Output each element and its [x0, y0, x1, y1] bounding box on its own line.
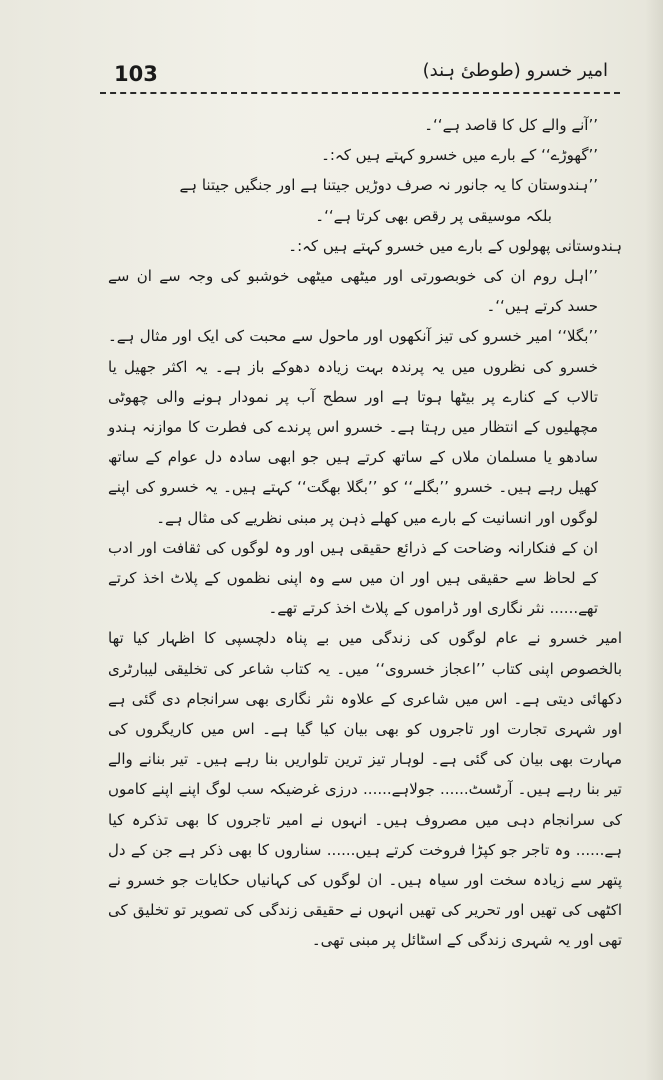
paragraph-flowers-intro: ہندوستانی پھولوں کے بارے میں خسرو کہتے ہیں کہ:۔ — [288, 236, 622, 255]
quote-line-1: ’’آنے والے کل کا قاصد ہے‘‘۔ — [424, 116, 598, 134]
quote-horse-line-2: بلکہ موسیقی پر رقص بھی کرتا ہے‘‘۔ — [315, 206, 552, 225]
paragraph-ijaz-khusravi: امیر خسرو نے عام لوگوں کی زندگی میں بے پناہ دلچسپی کا اظہار کیا تھا بالخصوص اپنی کتاب ’’اعجاز خسروی‘‘ میں۔ یہ کتاب شاعر کی تخلیقی لیبارٹری دکھائی دیتی ہے۔ اس میں شاعری کے علاوہ نثر نگاری بھی سرانجام دی گئی ہے اور شہری تجارت اور تاجروں کو بھی بیان کیا گیا ہے۔ اس میں کاریگروں کی مہارت بھی بیان کی گئی ہے۔ لوہار تیز ترین تلواریں بنا رہے ہیں۔ تیر بنانے والے تیر بنا رہے ہیں۔ آرٹسٹ...... جولاہے...... درزی غرضیکہ سب لوگ اپنے اپنے کاموں کی سرانجام دہی میں مصروف ہیں۔ انہوں نے امیر تاجروں کا بھی تذکرہ کیا ہے...... وہ تاجر جو کپڑا فروخت کرتے ہیں...... سناروں کا بھی ذکر ہے جن کے دل پتھر سے زیادہ سخت اور سیاہ ہیں۔ ان لوگوں کی کہانیاں حکایات جو خسرو نے اکٹھی کی تھیں اور تحریر کی تھیں انہوں نے حقیقی زندگی کی تصویر تو تخلیق کی تھی اور یہ شہری زندگی کے اسٹائل پر مبنی تھی۔ — [108, 629, 622, 950]
running-title: امیر خسرو (طوطیٔ ہند) — [422, 60, 608, 81]
paragraph-horse-intro: ’’گھوڑے‘‘ کے بارے میں خسرو کہتے ہیں کہ:۔ — [321, 146, 598, 165]
quote-flowers: ’’اہل روم ان کی خوبصورتی اور میٹھی میٹھی خوشبو کی وجہ سے ان سے حسد کرتے ہیں‘‘۔ — [108, 267, 598, 316]
quote-horse-line-1: ’’ہندوستان کا یہ جانور نہ صرف دوڑیں جیتنا ہے اور جنگیں جیتنا ہے — [179, 176, 598, 195]
page-header — [100, 60, 620, 94]
scan-edge-shadow — [645, 0, 663, 1080]
page-number: 103 — [114, 62, 158, 86]
header-rule — [100, 92, 620, 94]
page-body — [108, 110, 622, 956]
paragraph-artistic: ان کے فنکارانہ وضاحت کے ذرائع حقیقی ہیں اور وہ لوگوں کی ثقافت اور ادب کے لحاظ سے حقیقی ہیں اور ان میں سے وہ اپنی نظموں کے پلاٹ اخذ کرتے تھے...... نثر نگاری اور ڈراموں کے پلاٹ اخذ کرتے تھے۔ — [108, 538, 598, 618]
paragraph-heron: ’’بگلا‘‘ امیر خسرو کی تیز آنکھوں اور ماحول سے محبت کی ایک اور مثال ہے۔ خسرو کی نظروں میں یہ پرندہ بہت زیادہ دھوکے باز ہے۔ یہ اکثر جھیل یا تالاب کے کنارے پر بیٹھا ہوتا ہے اور سطح آب پر نمودار ہونے والی چھوٹی مچھلیوں کے انتظار میں رہتا ہے۔ خسرو اس پرندے کی فطرت کا موازنہ ہندو سادھو یا مسلمان ملاں کے ساتھ کرتے ہیں جو ابھی سادہ دل عوام کے ساتھ کھیل رہے ہیں۔ خسرو ’’بگلے‘‘ کو ’’بگلا بھگت‘‘ کہتے ہیں۔ یہ خسرو کی اپنے لوگوں اور انسانیت کے بارے میں کھلے ذہن پر مبنی نظریے کی مثال ہے۔ — [108, 327, 598, 527]
